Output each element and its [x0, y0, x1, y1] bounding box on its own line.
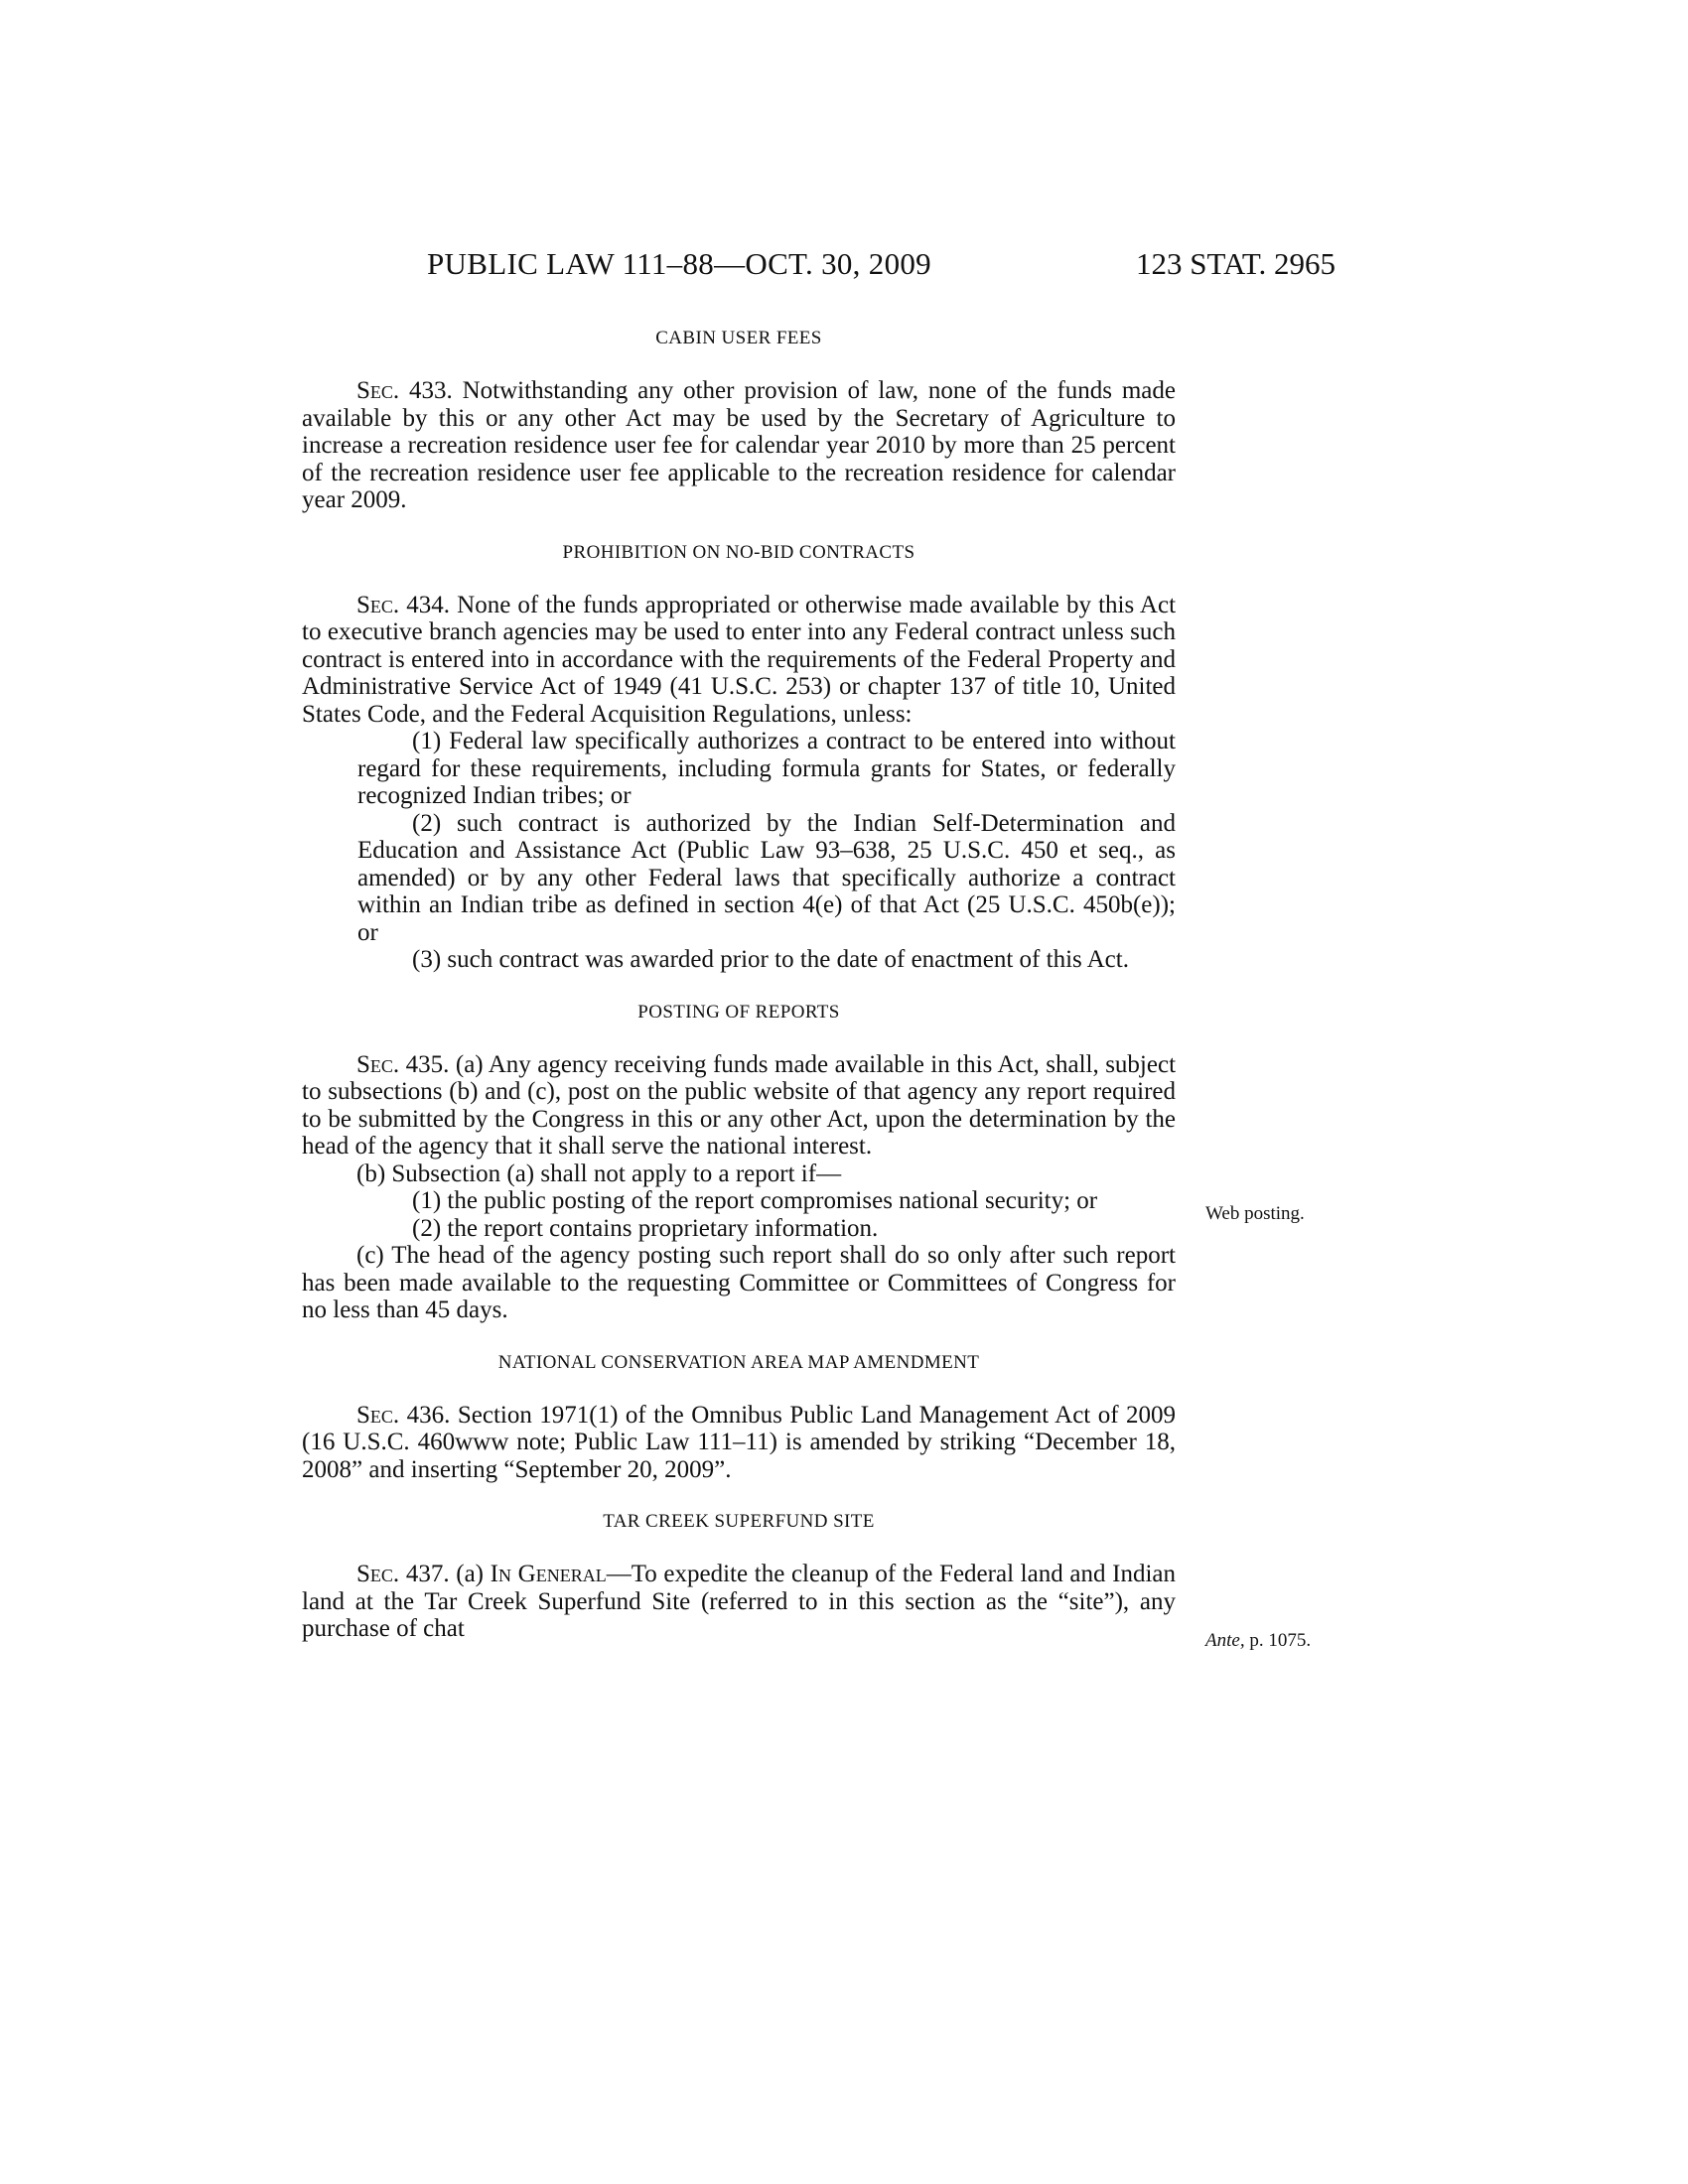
running-header-title: PUBLIC LAW 111–88—OCT. 30, 2009 [427, 246, 931, 281]
section-label: Sec. [356, 591, 400, 618]
section-heading: NATIONAL CONSERVATION AREA MAP AMENDMENT [497, 1351, 980, 1373]
subsection-c: (c) The head of the agency posting such report shall do so only after such report has been made available to the requesting Committee or Committees of Congress for no less than 45 days. [302, 1242, 1176, 1323]
margin-note-ante-italic: Ante, [1205, 1630, 1245, 1651]
section-body [302, 592, 1176, 729]
running-header-stat-page: 123 STAT. 2965 [1136, 246, 1336, 281]
section-body [302, 1561, 1176, 1643]
section-437 [302, 1509, 1176, 1643]
section-heading: POSTING OF REPORTS [637, 1001, 840, 1023]
section-label: Sec. [356, 1401, 400, 1429]
section-text: None of the funds appropriated or otherwise made available by this Act to executive branch agencies may be used to enter into any Federal contract unless such contract is entered into in accordance with the requirements of the Federal Property and Administrative Service Act of 1949 (41 U.S.C. 253) or chapter 137 of title 10, United States Code, and the Federal Acquisition Regulations, unless: [302, 591, 1177, 728]
section-heading: CABIN USER FEES [655, 328, 822, 348]
section-434 [302, 540, 1176, 974]
section-heading: PROHIBITION ON NO-BID CONTRACTS [562, 541, 915, 563]
section-label: Sec. [356, 1561, 400, 1587]
list-item: (3) such contract was awarded prior to the date of enactment of this Act. [412, 946, 1129, 973]
list-item: (2) such contract is authorized by the Indian Self-Determination and Education and Assistance Act (Public Law 93–638, 25 U.S.C. 450 et seq., as amended) or by any other Federal laws that specifically authorize a contract within an Indian tribe as defined in section 4(e) of that Act (25 U.S.C. 450b(e)); or [357, 809, 1176, 946]
section-number: 437. [405, 1561, 450, 1587]
margin-note-web-posting: Web posting. [1205, 1203, 1305, 1224]
list-item: (1) Federal law specifically authorizes a contract to be entered into without regard for these requirements, including formula grants for States, or federally recognized Indian tribes; or [357, 728, 1176, 809]
margin-note-ante [1205, 1630, 1311, 1652]
section-text: —To expedite the cleanup of the Federal land and Indian land at the Tar Creek Superfund Site (referred to in this section as the “site”), any purchase of chat [302, 1561, 1177, 1642]
section-body [302, 377, 1176, 514]
section-body [302, 1402, 1176, 1484]
section-text: (a) Any agency receiving funds made available in this Act, shall, subject to subsections (b) and (c), post on the public website of that agency any report required to be submitted by the Congress in this or any other Act, upon the determination by the head of the agency that it shall serve the national interest. [302, 1050, 1177, 1160]
section-label: Sec. [356, 1050, 400, 1078]
section-433 [302, 326, 1176, 514]
section-text: Section 1971(1) of the Omnibus Public Land Management Act of 2009 (16 U.S.C. 460www note; Public Law 111–11) is amended by striking “December 18, 2008” and inserting “September 20, 2009”. [302, 1401, 1176, 1483]
main-text-column [302, 316, 1176, 1669]
margin-note-ante-page: p. 1075. [1244, 1630, 1312, 1651]
subsection-a [302, 1051, 1176, 1160]
section-435 [302, 1000, 1176, 1324]
section-number: 433. [409, 377, 453, 404]
subsection-heading: In General [490, 1561, 607, 1587]
section-text: Notwithstanding any other provision of law, none of the funds made available by this or any other Act may be used by the Secretary of Agriculture to increase a recreation residence user fee for calendar year 2010 by more than 25 percent of the recreation residence user fee applicable to the recreation residence for calendar year 2009. [302, 377, 1176, 513]
section-number: 435. [405, 1050, 450, 1078]
list-item: (1) the public posting of the report compromises national security; or [412, 1187, 1098, 1214]
section-number: 436. [406, 1401, 451, 1429]
subsection-b: (b) Subsection (a) shall not apply to a report if— [356, 1160, 842, 1187]
section-label: Sec. [356, 377, 400, 404]
section-436 [302, 1350, 1176, 1484]
subsection-prefix: (a) [456, 1561, 484, 1587]
section-number: 434. [406, 591, 451, 618]
list-item: (2) the report contains proprietary information. [412, 1214, 879, 1242]
section-heading: TAR CREEK SUPERFUND SITE [603, 1511, 875, 1532]
